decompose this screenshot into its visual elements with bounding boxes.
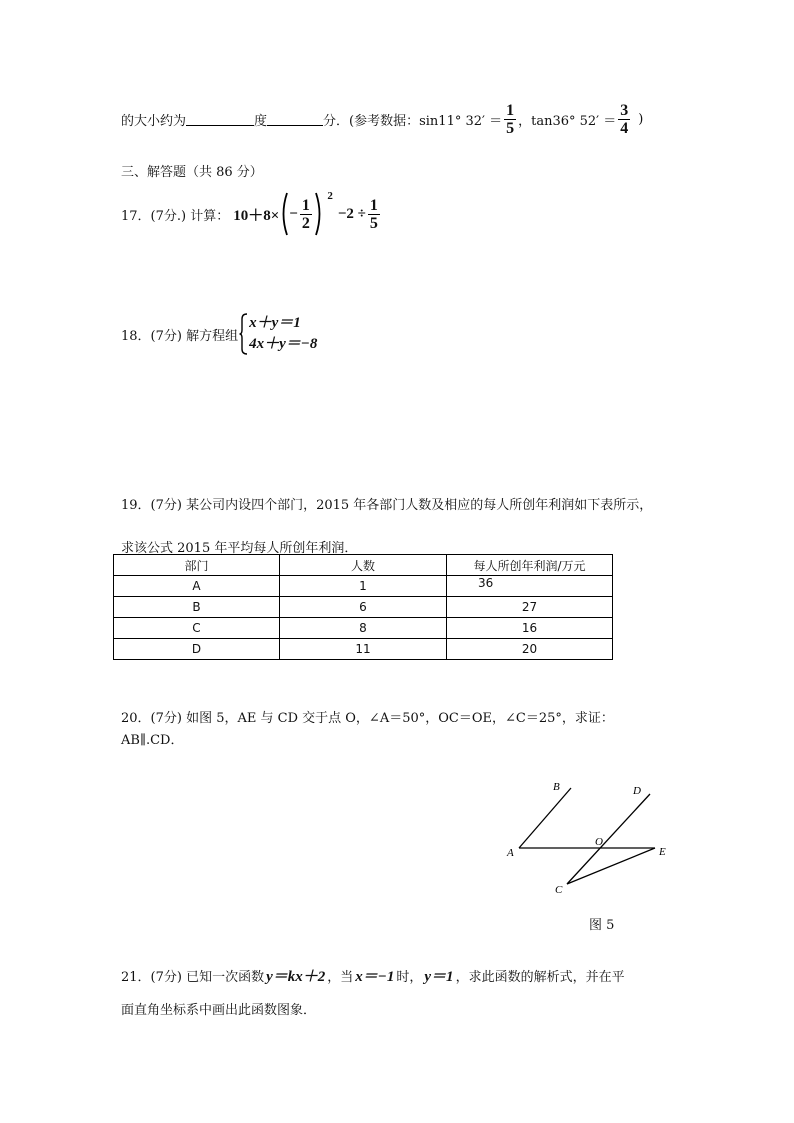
q17-minus-sign: − bbox=[289, 205, 298, 222]
q16-tail-line bbox=[121, 102, 643, 137]
q16-text-e: ) bbox=[638, 112, 644, 127]
q17-fraction-2 bbox=[368, 197, 380, 232]
q21-function: y＝kx＋2 bbox=[266, 969, 326, 985]
table-header-row bbox=[114, 555, 613, 576]
table-row bbox=[114, 576, 613, 597]
table-cell: A bbox=[114, 576, 280, 597]
q20-line-2: AB∥.CD． bbox=[121, 733, 184, 748]
table-cell: 11 bbox=[280, 639, 447, 660]
table-cell: 20 bbox=[447, 639, 613, 660]
q19-line-2: 求该公式 2015 年平均每人所创年利润． bbox=[121, 541, 358, 556]
q16-sin-numerator: 1 bbox=[506, 102, 515, 119]
q16-sin-denominator: 5 bbox=[506, 120, 515, 137]
table-cell: B bbox=[114, 597, 280, 618]
q16-sin-fraction bbox=[504, 102, 516, 137]
segment-cd bbox=[567, 794, 650, 884]
q17-numerator-2: 1 bbox=[369, 196, 378, 214]
q18-equation-2: 4x＋y＝−8 bbox=[249, 336, 318, 352]
q17-left-paren bbox=[279, 192, 289, 236]
label-point-o: O bbox=[595, 836, 603, 848]
q19-line-1: 19．(7分) 某公司内设四个部门，2015 年各部门人数及相应的每人所创年利润如下表所示， bbox=[121, 498, 653, 513]
table-cell: 6 bbox=[280, 597, 447, 618]
q18-brace bbox=[239, 313, 248, 355]
q16-tan-numerator: 3 bbox=[620, 102, 629, 119]
label-point-c: C bbox=[555, 884, 563, 896]
segment-ab bbox=[519, 788, 571, 848]
q21-line-1 bbox=[121, 965, 625, 986]
q18-equation-1: x＋y＝1 bbox=[249, 315, 301, 331]
q17-exponent: 2 bbox=[327, 190, 333, 202]
q16-text-a: 的大小约为 bbox=[121, 114, 187, 129]
table-cell: 27 bbox=[447, 597, 613, 618]
q16-text-b: 度 bbox=[254, 114, 268, 129]
table-cell: 16 bbox=[447, 618, 613, 639]
q16-tan-fraction bbox=[618, 102, 630, 137]
q18-label: 18．(7分) 解方程组 bbox=[121, 328, 239, 344]
table-cell: D bbox=[114, 639, 280, 660]
table-header-cell: 人数 bbox=[280, 555, 447, 576]
table-row bbox=[114, 639, 613, 660]
q21-condition-x: x＝−1 bbox=[355, 969, 395, 985]
q17-expr-b: −2 ÷ bbox=[337, 205, 366, 222]
section-title: 三、解答题（共 86 分） bbox=[121, 165, 263, 180]
q21-text-a: 21．(7分) 已知一次函数 bbox=[121, 970, 265, 985]
q18-line bbox=[121, 313, 317, 355]
table-cell: 36 bbox=[447, 576, 613, 597]
q21-text-b: ，当 bbox=[327, 970, 354, 985]
label-point-a: A bbox=[507, 847, 514, 859]
q20-line-1: 20．(7分) 如图 5，AE 与 CD 交于点 O，∠A＝50°，OC＝OE，∠C＝25°，求证： bbox=[121, 711, 614, 726]
q17-numerator: 1 bbox=[301, 196, 310, 214]
q16-text-d: ，tan36° 52′ ＝ bbox=[518, 114, 617, 129]
q17-denominator: 2 bbox=[301, 214, 310, 232]
q17-paren-group bbox=[279, 190, 333, 236]
q20-figure bbox=[500, 778, 680, 898]
q17-line bbox=[121, 192, 382, 236]
q16-tan-denominator: 4 bbox=[620, 120, 629, 137]
q17-fraction bbox=[300, 197, 312, 232]
q16-text-c: 分．(参考数据：sin11° 32′ ＝ bbox=[323, 114, 503, 129]
segment-ce bbox=[567, 848, 655, 884]
q17-label: 17．(7分.) 计算： bbox=[121, 208, 230, 224]
q18-system bbox=[249, 313, 317, 355]
label-point-d: D bbox=[633, 785, 641, 797]
q21-condition-y: y＝1 bbox=[424, 969, 454, 985]
q17-expr-a: 10＋8× bbox=[233, 207, 280, 224]
table-header-cell: 每人所创年利润/万元 bbox=[447, 555, 613, 576]
table-cell: 1 bbox=[280, 576, 447, 597]
q20-figure-caption: 图 5 bbox=[589, 918, 615, 933]
table-header-cell: 部门 bbox=[114, 555, 280, 576]
q21-line-2: 面直角坐标系中画出此函数图象． bbox=[121, 1003, 317, 1018]
q17-denominator-2: 5 bbox=[369, 214, 378, 232]
q16-degree-blank[interactable] bbox=[186, 113, 254, 126]
q16-minute-blank[interactable] bbox=[267, 113, 323, 126]
table-cell: C bbox=[114, 618, 280, 639]
table-cell: 8 bbox=[280, 618, 447, 639]
q19-table bbox=[113, 554, 613, 660]
q21-text-d: ，求此函数的解析式，并在平 bbox=[455, 970, 625, 985]
q17-right-paren bbox=[314, 192, 324, 236]
q21-text-c: 时， bbox=[396, 970, 423, 985]
table-row bbox=[114, 597, 613, 618]
q19-table-wrap bbox=[113, 554, 613, 660]
table-row bbox=[114, 618, 613, 639]
label-point-e: E bbox=[659, 846, 666, 858]
label-point-b: B bbox=[553, 781, 560, 793]
